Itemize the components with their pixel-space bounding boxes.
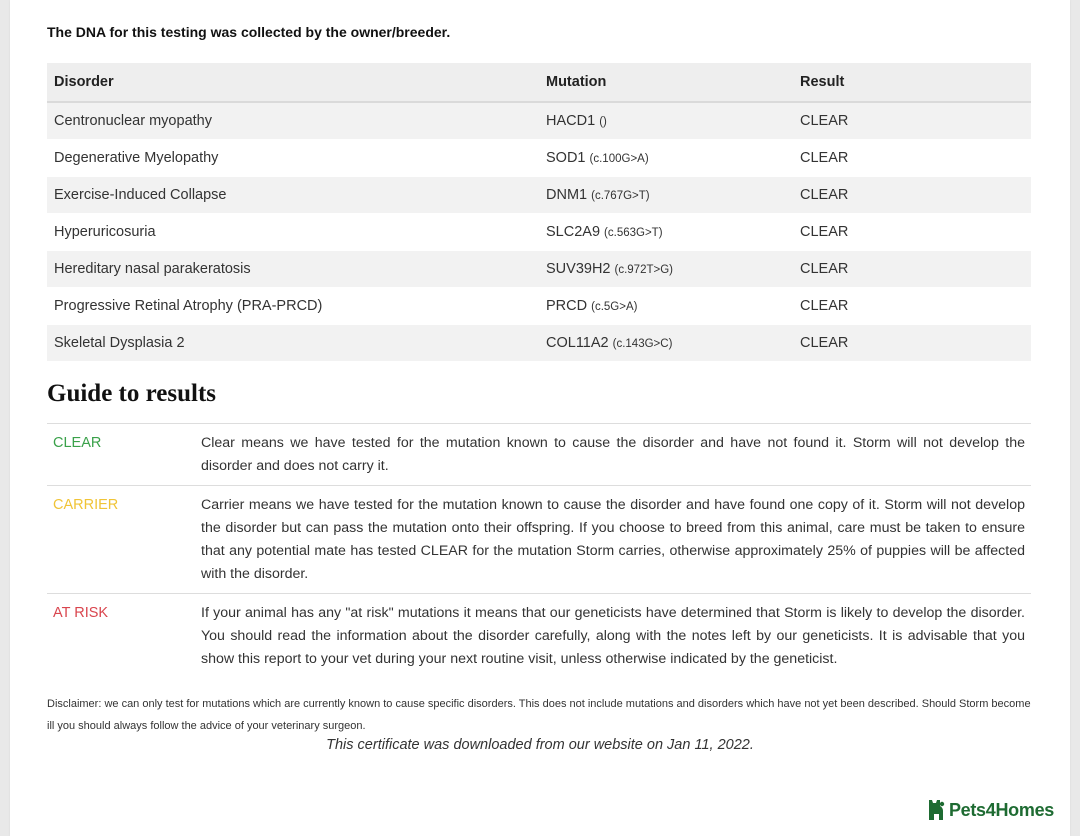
pets4homes-logo — [926, 798, 1054, 822]
header-result: Result — [793, 63, 1031, 102]
result-cell: CLEAR — [793, 325, 1031, 362]
guide-text-clear: Clear means we have tested for the mutation known to cause the disorder and have not found it. Storm will not develop the disorder and does not carry it. — [201, 435, 1025, 474]
variant-code: (c.563G>T) — [604, 227, 663, 239]
gene-name: SLC2A9 — [546, 224, 601, 240]
variant-code: (c.100G>A) — [589, 153, 649, 165]
mutation-cell — [539, 177, 793, 214]
header-disorder: Disorder — [47, 63, 539, 102]
result-cell: CLEAR — [793, 288, 1031, 325]
gene-name: SOD1 — [546, 150, 586, 166]
guide-key-clear: CLEAR — [53, 435, 102, 451]
disorder-cell: Skeletal Dysplasia 2 — [47, 325, 539, 362]
variant-code: (c.5G>A) — [591, 301, 638, 313]
variant-code: (c.143G>C) — [612, 338, 673, 350]
gene-name: SUV39H2 — [546, 261, 611, 277]
result-cell: CLEAR — [793, 140, 1031, 177]
guide-item-carrier — [47, 486, 1031, 594]
table-row — [47, 214, 1031, 251]
gene-name: HACD1 — [546, 113, 596, 129]
logo-text: Pets4Homes — [948, 799, 1054, 820]
result-cell: CLEAR — [793, 102, 1031, 140]
download-note — [0, 737, 1080, 753]
download-note-text: This certificate was downloaded from our website on Jan 11, 2022. — [326, 737, 754, 753]
header-mutation: Mutation — [539, 63, 793, 102]
disorder-cell: Progressive Retinal Atrophy (PRA-PRCD) — [47, 288, 539, 325]
mutation-cell — [539, 288, 793, 325]
mutation-cell — [539, 102, 793, 140]
disorder-cell: Hyperuricosuria — [47, 214, 539, 251]
disclaimer: Disclaimer: we can only test for mutations which are currently known to cause specific disorders. This does not include mutations and disorders which have not yet been described. Should Storm become ill you should always follow the advice of your veterinary surgeon. — [47, 698, 1031, 732]
disorder-cell: Degenerative Myelopathy — [47, 140, 539, 177]
guide-text-at-risk: If your animal has any "at risk" mutations it means that our geneticists have determined that Storm is likely to develop the disorder. You should read the information about the disorder carefully, along with the notes left by our geneticists. It is advisable that you show this report to your vet during your next routine visit, unless otherwise indicated by the geneticist. — [201, 605, 1025, 667]
table-row — [47, 177, 1031, 214]
guide-text-carrier: Carrier means we have tested for the mutation known to cause the disorder and have found one copy of it. Storm will not develop the disorder but can pass the mutation onto their offspring. If you choose to breed from this animal, care must be taken to ensure that any potential mate has tested CLEAR for the mutation Storm carries, otherwise approximately 25% of puppies will be affected with the disorder. — [201, 497, 1025, 582]
mutation-cell — [539, 140, 793, 177]
disorder-cell: Hereditary nasal parakeratosis — [47, 251, 539, 288]
variant-code: (c.972T>G) — [614, 264, 673, 276]
table-row — [47, 325, 1031, 362]
results-table — [47, 63, 1031, 362]
disorder-cell: Centronuclear myopathy — [47, 102, 539, 140]
guide-title: Guide to results — [47, 380, 216, 407]
mutation-cell — [539, 214, 793, 251]
guide-item-clear — [47, 424, 1031, 486]
guide-item-at-risk — [47, 594, 1031, 678]
mutation-cell — [539, 325, 793, 362]
gene-name: COL11A2 — [546, 335, 609, 351]
result-cell: CLEAR — [793, 177, 1031, 214]
disorder-cell: Exercise-Induced Collapse — [47, 177, 539, 214]
gene-name: PRCD — [546, 298, 588, 314]
table-row — [47, 251, 1031, 288]
variant-code: () — [599, 116, 607, 128]
table-row — [47, 140, 1031, 177]
collection-note: The DNA for this testing was collected by the owner/breeder. — [47, 24, 451, 40]
table-row — [47, 102, 1031, 140]
table-header-row — [47, 63, 1031, 102]
table-row — [47, 288, 1031, 325]
gene-name: DNM1 — [546, 187, 588, 203]
guide-key-carrier: CARRIER — [53, 497, 119, 513]
guide-to-results — [47, 423, 1031, 678]
result-cell: CLEAR — [793, 214, 1031, 251]
result-cell: CLEAR — [793, 251, 1031, 288]
variant-code: (c.767G>T) — [591, 190, 650, 202]
dog-silhouette-icon — [926, 798, 946, 822]
mutation-cell — [539, 251, 793, 288]
guide-key-at-risk: AT RISK — [53, 605, 109, 621]
